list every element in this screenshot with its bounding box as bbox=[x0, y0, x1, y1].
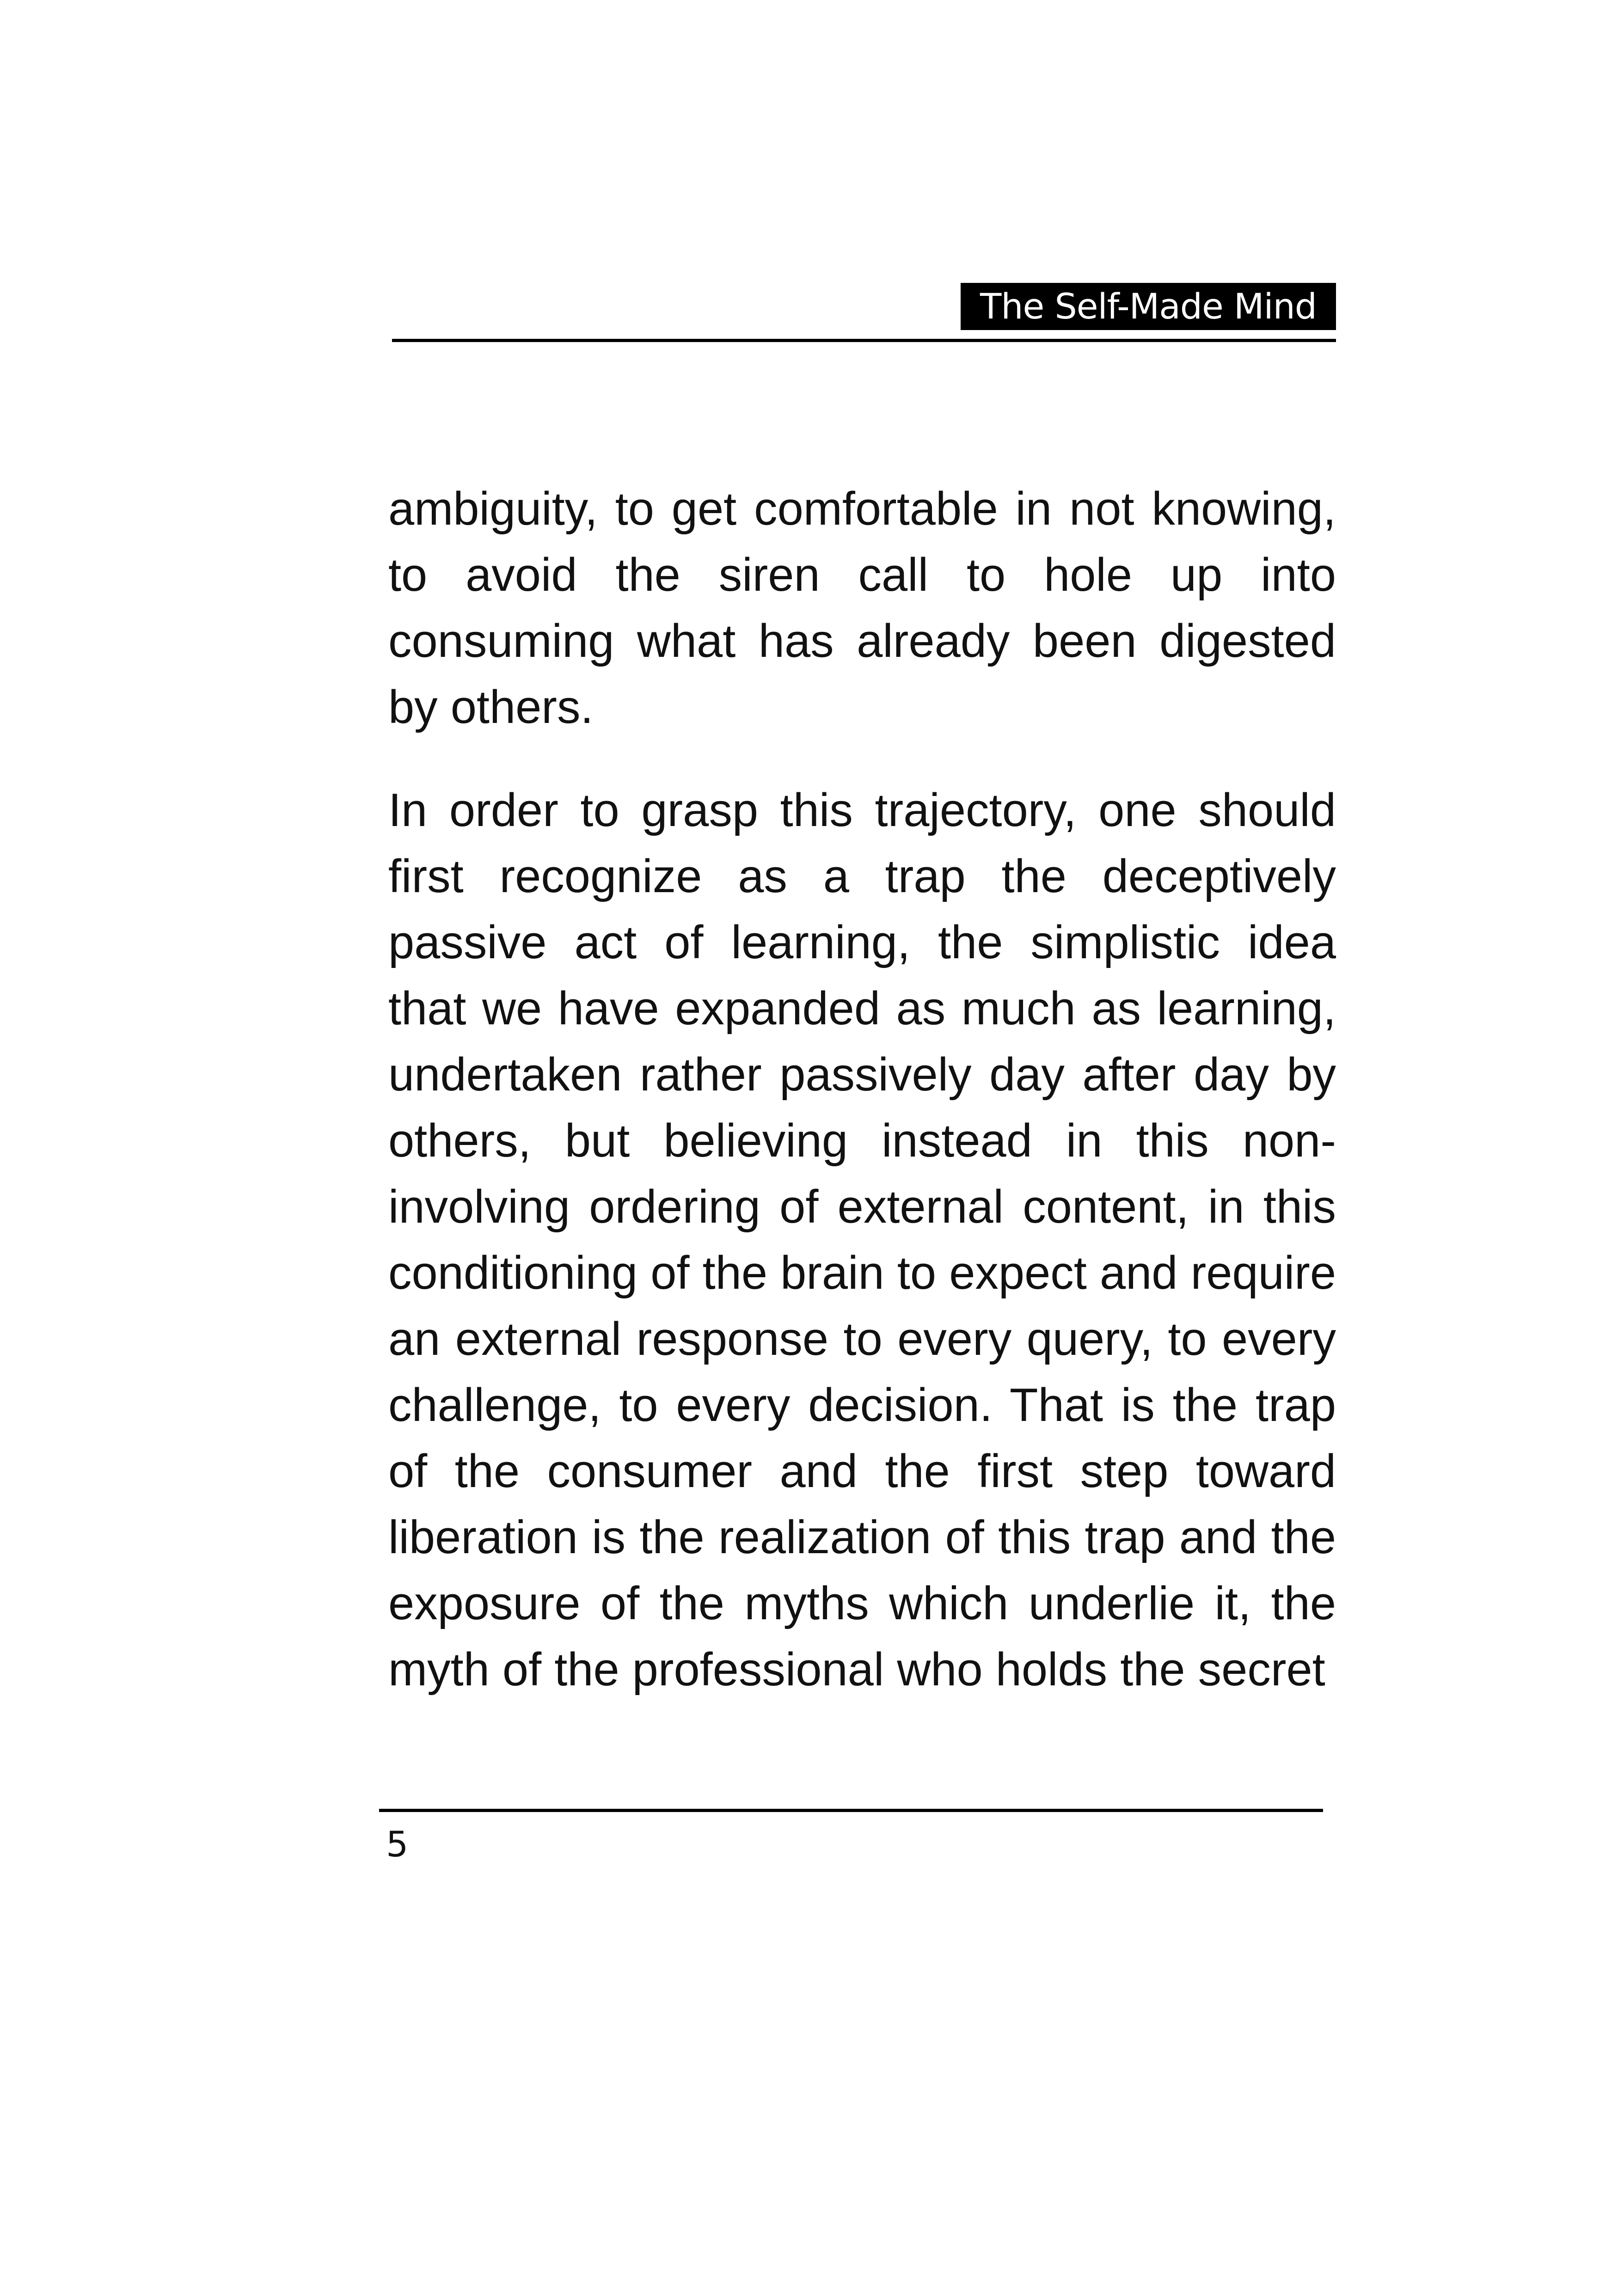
header-divider bbox=[392, 339, 1336, 342]
book-title-label: The Self-Made Mind bbox=[961, 283, 1336, 330]
page-body bbox=[388, 476, 1336, 1703]
paragraph: In order to grasp this trajectory, one should first recognize as a trap the deceptively passive act of learning, the simplistic idea that we have expanded as much as learning, undertaken rather passively day after day by others, but believing instead in this non-involving ordering of external content, in this conditioning of the brain to expect and require an external response to every query, to every challenge, to every decision. That is the trap of the consumer and the first step toward liberation is the realization of this trap and the exposure of the myths which underlie it, the myth of the professional who holds the secret bbox=[388, 784, 1336, 1696]
page-number: 5 bbox=[386, 1824, 409, 1865]
footer-divider bbox=[379, 1809, 1323, 1812]
paragraph: ambiguity, to get comfortable in not knowing, to avoid the siren call to hole up into consuming what has already been digested by others. bbox=[388, 483, 1336, 733]
